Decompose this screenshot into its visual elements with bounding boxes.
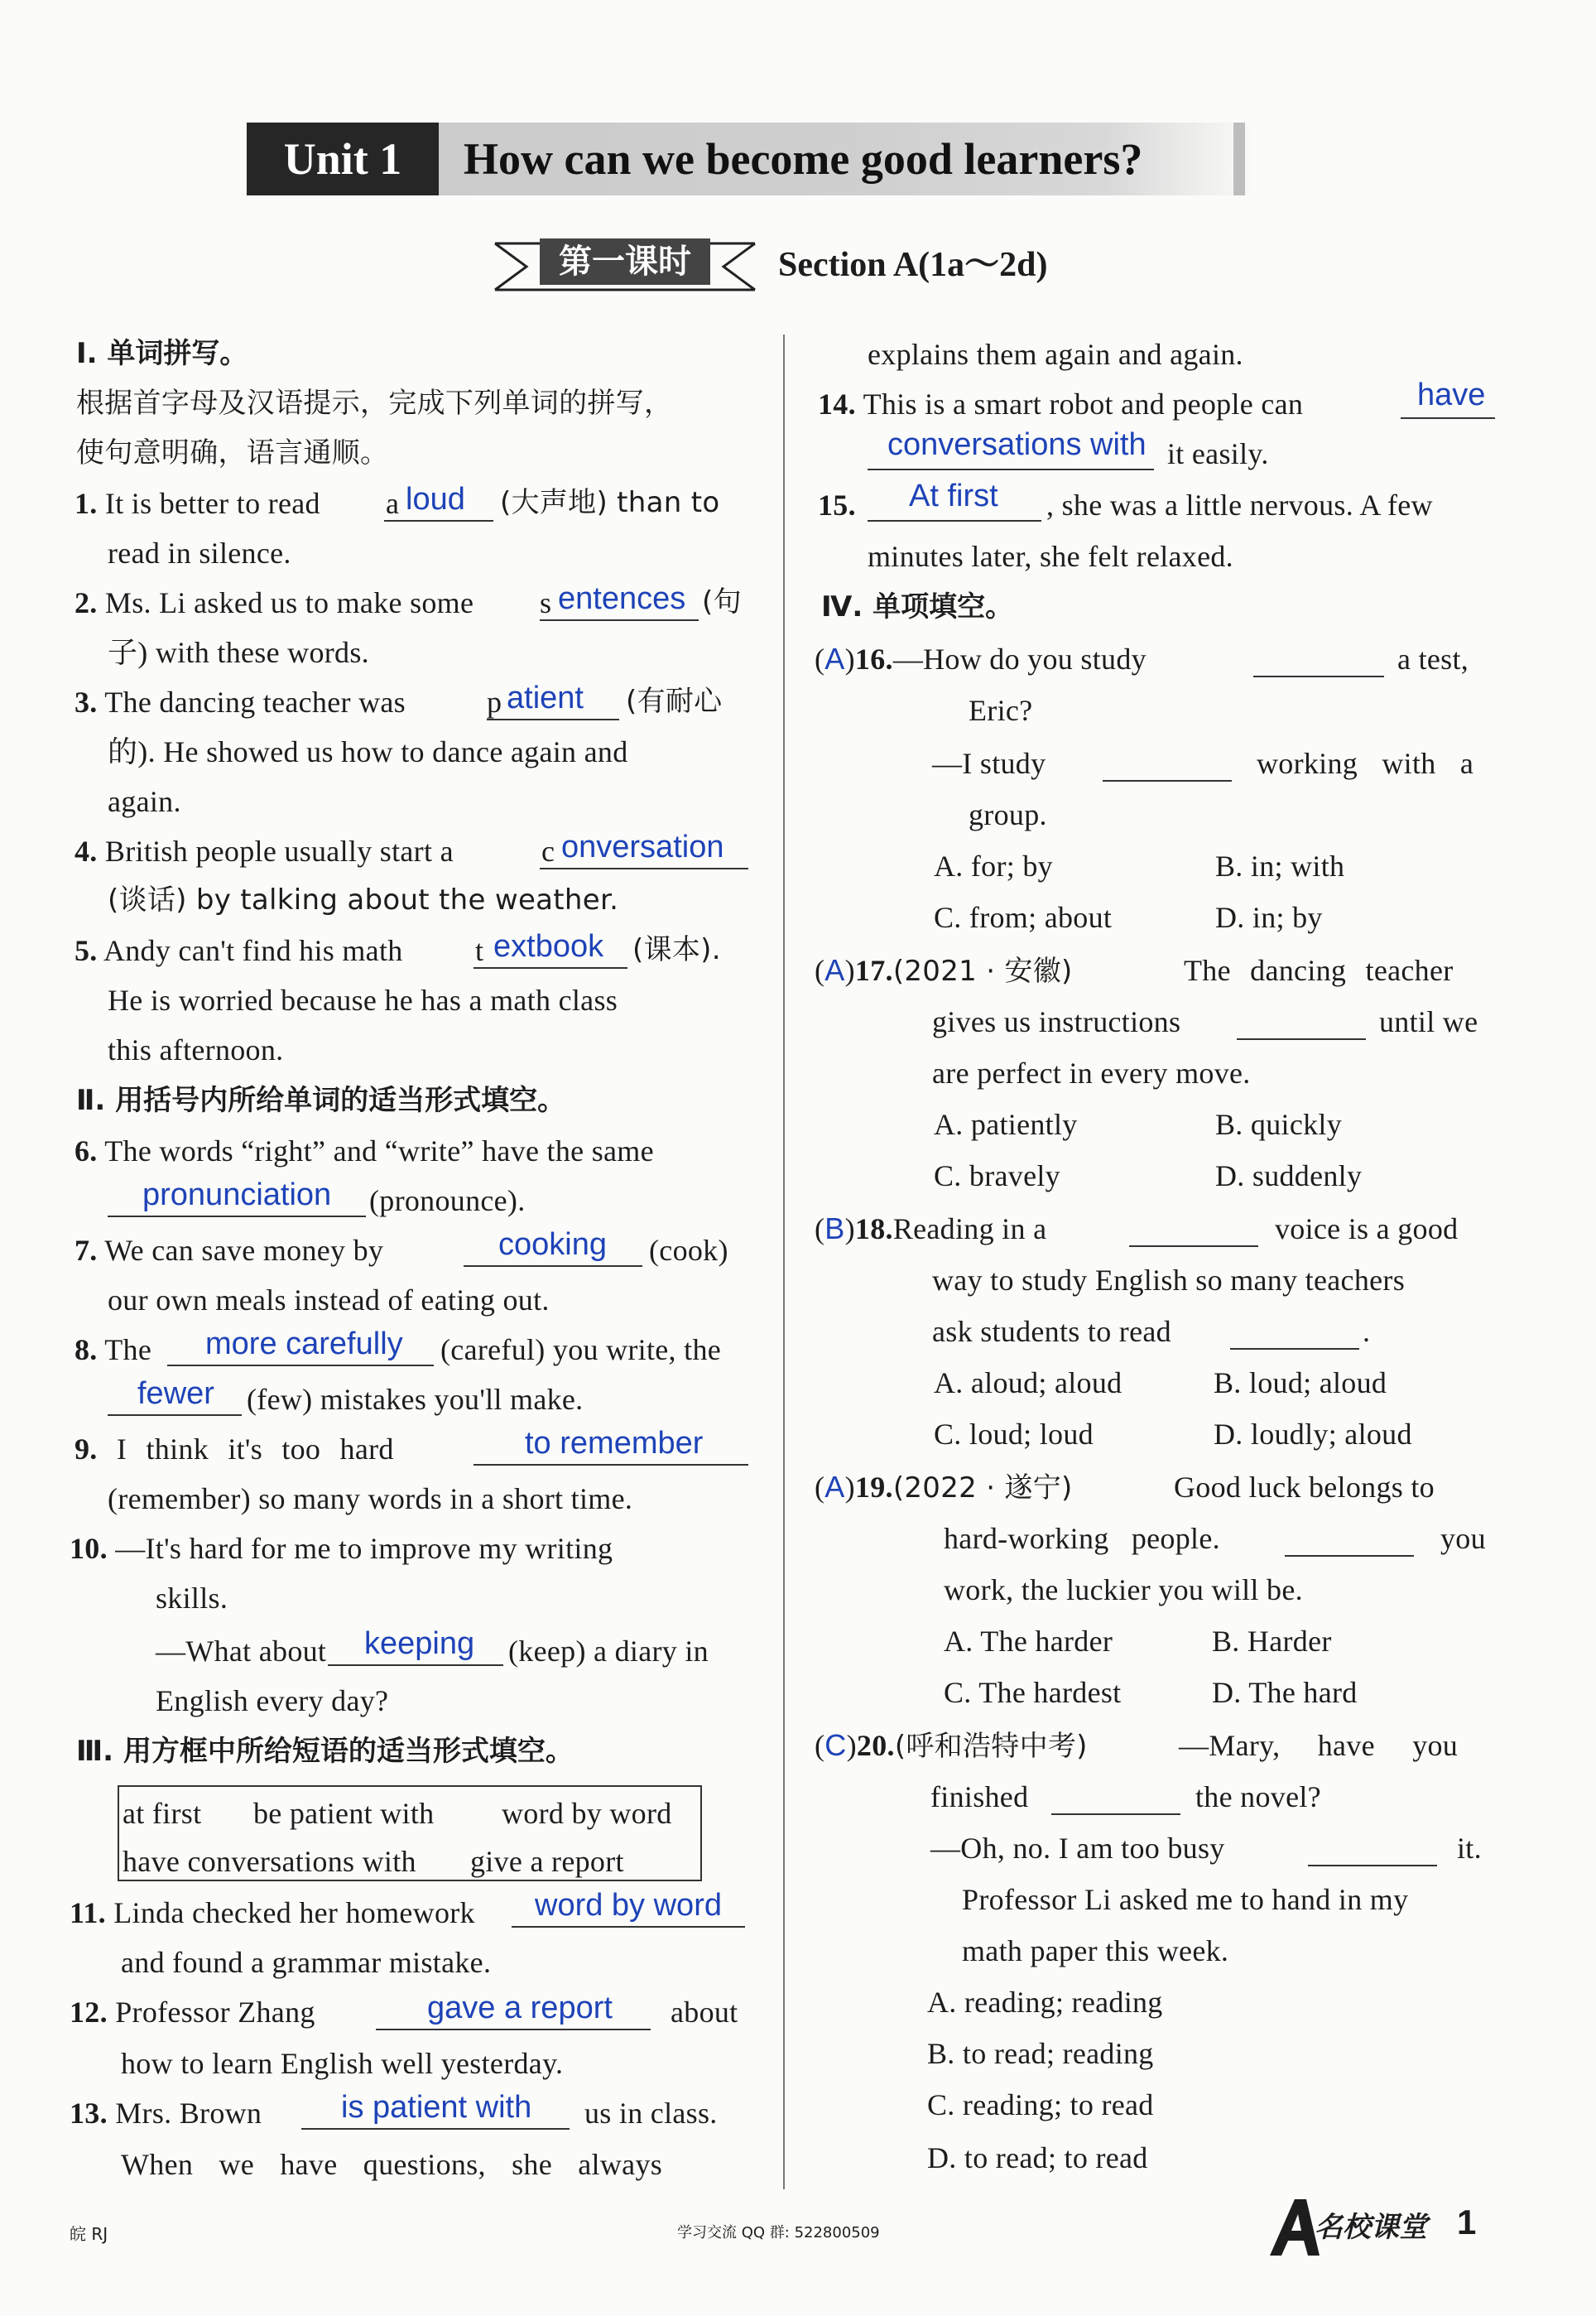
option: D. The hard: [1212, 1676, 1358, 1709]
q17-text: gives us instructions: [932, 1005, 1181, 1038]
q7-cont: our own meals instead of eating out.: [108, 1283, 550, 1317]
q2-hint: (句: [702, 585, 742, 619]
blank-line: [1237, 1038, 1366, 1040]
q2-cont: 子) with these words.: [108, 636, 369, 669]
question-3: 3. The dancing teacher was: [75, 686, 406, 719]
answer-line: [540, 868, 748, 869]
q3-cont: again.: [108, 785, 181, 818]
part4-heading: Ⅳ. 单项填空。: [821, 590, 1014, 624]
q16-text: group.: [969, 798, 1047, 831]
option: C. loud; loud: [934, 1418, 1094, 1451]
q10-cont: English every day?: [156, 1684, 389, 1717]
answer-11: word by word: [535, 1888, 722, 1923]
q1-hint: (大声地) than to: [500, 486, 720, 519]
question-16: (A)16.—How do you study: [815, 642, 1147, 676]
unit-title-banner: [247, 123, 1257, 195]
answer-10: keeping: [364, 1626, 475, 1661]
choice-mark: A: [824, 1470, 845, 1504]
q5-letter: t: [475, 934, 484, 967]
phrase: give a report: [470, 1845, 624, 1878]
answer-line: [301, 2128, 570, 2130]
part1-instruction: 根据首字母及汉语提示，完成下列单词的拼写，: [76, 387, 673, 420]
q18-text: ask students to read: [932, 1315, 1171, 1348]
question-1: 1. It is better to read: [75, 487, 320, 520]
q13-cont: When we have questions, she always: [121, 2148, 663, 2181]
section-title: Section A(1a～2d): [778, 246, 1048, 284]
question-9: 9. I think it's too hard: [75, 1432, 394, 1466]
answer-6: pronunciation: [142, 1177, 332, 1212]
question-12: 12. Professor Zhang: [70, 1996, 315, 2029]
question-20: (C)20.(呼和浩特中考): [815, 1728, 1088, 1763]
answer-line: [487, 719, 619, 720]
q16-text: Eric?: [969, 694, 1033, 727]
question-4: 4. British people usually start a: [75, 835, 454, 868]
q4-letter: c: [541, 835, 555, 868]
answer-line: [464, 1265, 642, 1267]
question-13: 13. Mrs. Brown: [70, 2097, 262, 2130]
q18-period: .: [1363, 1315, 1371, 1348]
phrase: at first: [123, 1797, 202, 1830]
q20-text: —Oh, no. I am too busy: [930, 1832, 1225, 1865]
q20-text: the novel?: [1195, 1780, 1321, 1813]
choice-mark: C: [824, 1728, 847, 1762]
option: C. The hardest: [944, 1676, 1122, 1709]
q6-hint: (pronounce).: [369, 1184, 526, 1217]
question-14: 14. This is a smart robot and people can: [818, 388, 1304, 421]
option: B. loud; aloud: [1214, 1366, 1387, 1399]
question-7: 7. We can save money by: [75, 1234, 384, 1267]
q16-text: —I study: [932, 747, 1046, 780]
answer-12: gave a report: [427, 1991, 613, 2025]
option: C. bravely: [934, 1159, 1060, 1192]
blank-line: [1103, 780, 1232, 782]
footer-edition: 皖 RJ: [70, 2224, 108, 2244]
q20-text: finished: [930, 1780, 1029, 1813]
answer-7: cooking: [498, 1227, 607, 1262]
option: C. from; about: [934, 901, 1113, 934]
answer-4: onversation: [561, 830, 724, 864]
answer-line: [167, 1365, 434, 1366]
option: B. to read; reading: [927, 2037, 1154, 2070]
option: B. Harder: [1212, 1625, 1332, 1658]
phrase: have conversations with: [123, 1845, 416, 1878]
question-17: (A)17.(2021 · 安徽): [815, 953, 1073, 988]
blank-line: [1253, 676, 1384, 677]
answer-line: [868, 520, 1041, 522]
q8-hint: (careful) you write, the: [440, 1333, 722, 1366]
answer-line: [474, 967, 627, 969]
option: B. in; with: [1215, 850, 1345, 883]
answer-line: [108, 1414, 242, 1416]
answer-line: [540, 619, 699, 621]
q10-hint: (keep) a diary in: [508, 1635, 709, 1668]
answer-line: [868, 469, 1154, 470]
answer-line: [474, 1464, 748, 1466]
question-19: (A)19.(2022 · 遂宁): [815, 1470, 1073, 1505]
option: D. to read; to read: [927, 2141, 1148, 2174]
answer-line: [376, 2029, 651, 2030]
q19-text: you: [1440, 1522, 1486, 1555]
q20-text: —Mary, have you: [1179, 1729, 1459, 1762]
answer-2: entences: [558, 581, 686, 616]
q20-text: Professor Li asked me to hand in my: [962, 1883, 1409, 1916]
lesson-badge: [493, 238, 757, 291]
q10-reply: —What about: [156, 1635, 327, 1668]
q12-hint: about: [671, 1996, 738, 2029]
question-10: 10. —It's hard for me to improve my writing: [70, 1532, 613, 1565]
option: A. for; by: [934, 850, 1053, 883]
answer-8b: fewer: [137, 1376, 214, 1411]
q13-cont: explains them again and again.: [868, 338, 1243, 371]
question-2: 2. Ms. Li asked us to make some: [75, 586, 474, 619]
phrase: be patient with: [253, 1797, 435, 1830]
question-15: 15.: [818, 489, 856, 522]
answer-3: atient: [507, 681, 584, 715]
q18-text: way to study English so many teachers: [932, 1264, 1405, 1297]
answer-14: have: [1417, 378, 1486, 412]
part1-heading: Ⅰ. 单词拼写。: [76, 337, 248, 370]
phrase-box: [118, 1785, 702, 1881]
answer-1: loud: [406, 482, 465, 517]
q15-cont: minutes later, she felt relaxed.: [868, 540, 1233, 573]
blank-line: [1308, 1865, 1437, 1866]
part1-instruction: 使句意明确，语言通顺。: [76, 436, 389, 469]
q7-hint: (cook): [649, 1234, 728, 1267]
unit-label: Unit 1: [247, 123, 439, 195]
q3-hint: (有耐心: [626, 685, 723, 718]
answer-line: [108, 1216, 366, 1217]
unit-title: How can we become good learners?: [464, 134, 1143, 184]
choice-mark: B: [824, 1211, 845, 1245]
question-11: 11. Linda checked her homework: [70, 1896, 475, 1929]
q12-cont: how to learn English well yesterday.: [121, 2047, 564, 2080]
q11-cont: and found a grammar mistake.: [121, 1946, 492, 1979]
choice-mark: A: [824, 642, 845, 676]
question-18: (B)18.Reading in a: [815, 1211, 1047, 1245]
footer-qq-group: 学习交流 QQ 群: 522800509: [677, 2224, 880, 2241]
answer-15: At first: [909, 479, 998, 513]
q5-cont: this afternoon.: [108, 1033, 284, 1067]
q4-cont: (谈话) by talking about the weather.: [108, 884, 619, 917]
q18-text: voice is a good: [1275, 1212, 1459, 1245]
brand-name: 名校课堂: [1315, 2211, 1427, 2244]
q14-cont: it easily.: [1167, 437, 1269, 470]
choice-mark: A: [824, 953, 845, 987]
option: B. quickly: [1215, 1108, 1342, 1141]
q20-text: math paper this week.: [962, 1934, 1229, 1967]
q3-cont: 的). He showed us how to dance again and: [108, 735, 628, 768]
banner-stripe: [1233, 123, 1245, 195]
option: D. in; by: [1215, 901, 1323, 934]
answer-9: to remember: [525, 1426, 704, 1461]
option: A. patiently: [934, 1108, 1078, 1141]
answer-line: [1401, 417, 1495, 419]
phrase: word by word: [502, 1797, 672, 1830]
option: A. The harder: [944, 1625, 1113, 1658]
blank-line: [1285, 1555, 1414, 1557]
q16-text: working with a: [1257, 747, 1474, 780]
answer-line: [384, 520, 493, 522]
option: C. reading; to read: [927, 2088, 1154, 2121]
answer-5: extbook: [493, 929, 604, 964]
part2-heading: Ⅱ. 用括号内所给单词的适当形式填空。: [76, 1084, 566, 1117]
q2-letter: s: [540, 586, 552, 619]
question-5: 5. Andy can't find his math: [75, 934, 403, 967]
q17-text: are perfect in every move.: [932, 1057, 1251, 1090]
answer-13: is patient with: [341, 2090, 532, 2125]
q19-text: Good luck belongs to: [1174, 1471, 1435, 1504]
q10-cont: skills.: [156, 1582, 228, 1615]
q5-hint: (课本).: [632, 933, 721, 966]
q3-letter: p: [487, 686, 502, 719]
answer-line: [328, 1664, 503, 1666]
q17-text: until we: [1379, 1005, 1478, 1038]
lesson-label: 第一课时: [540, 238, 710, 285]
part3-heading: Ⅲ. 用方框中所给短语的适当形式填空。: [76, 1735, 574, 1768]
blank-line: [1230, 1348, 1359, 1350]
option: D. suddenly: [1215, 1159, 1363, 1192]
q1-letter: a: [386, 487, 400, 520]
q9-cont: (remember) so many words in a short time.: [108, 1482, 633, 1515]
option: A. aloud; aloud: [934, 1366, 1122, 1399]
question-6: 6. The words “right” and “write” have the same: [75, 1134, 654, 1168]
q17-text: The dancing teacher: [1184, 954, 1454, 987]
q19-text: hard-working people.: [944, 1522, 1220, 1555]
q1-cont: read in silence.: [108, 537, 291, 570]
q20-text: it.: [1457, 1832, 1482, 1865]
question-8: 8. The: [75, 1333, 152, 1366]
option: D. loudly; aloud: [1214, 1418, 1412, 1451]
q13-hint: us in class.: [584, 2097, 718, 2130]
q16-text: a test,: [1397, 643, 1469, 676]
q5-cont: He is worried because he has a math class: [108, 984, 618, 1017]
answer-line: [512, 1926, 745, 1928]
q19-text: work, the luckier you will be.: [944, 1573, 1303, 1606]
column-divider: [783, 335, 785, 2189]
q8-cont: (few) mistakes you'll make.: [247, 1383, 584, 1416]
blank-line: [1051, 1813, 1180, 1815]
page-number: 1: [1457, 2203, 1477, 2241]
q15-text: , she was a little nervous. A few: [1046, 489, 1433, 522]
option: A. reading; reading: [927, 1986, 1163, 2019]
blank-line: [1129, 1245, 1258, 1247]
answer-14b: conversations with: [887, 427, 1147, 462]
answer-8: more carefully: [205, 1327, 403, 1361]
brand-logo: [1267, 2196, 1473, 2262]
